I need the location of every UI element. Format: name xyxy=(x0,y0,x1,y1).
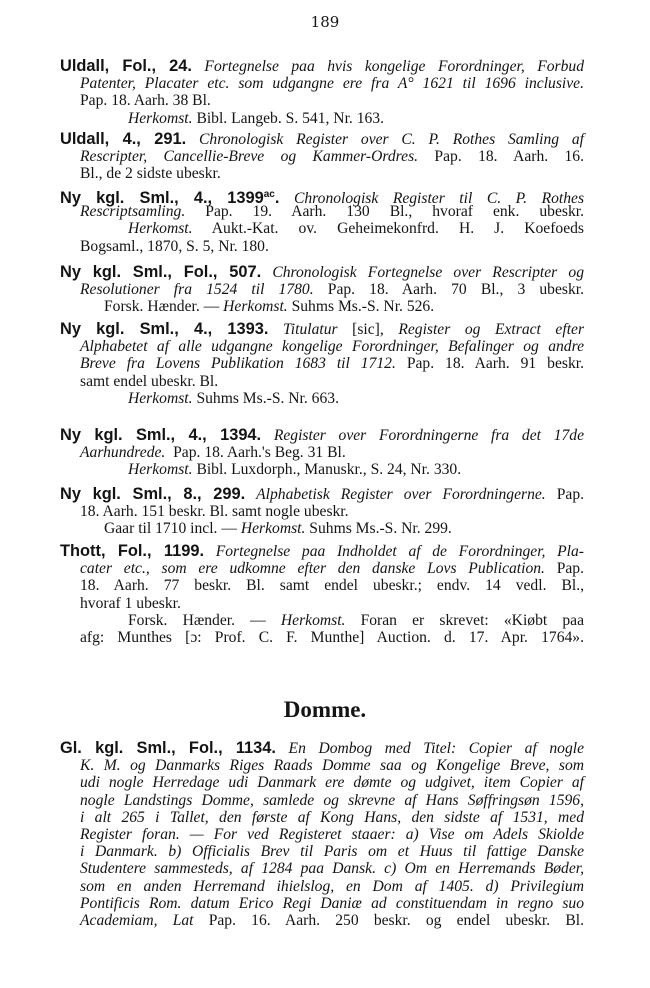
provenance-text: Bibl. Luxdorph., Manuskr., S. 24, Nr. 330. xyxy=(196,461,462,479)
entry-line xyxy=(60,355,584,372)
catalog-entry xyxy=(60,58,584,127)
entry-line xyxy=(60,338,584,355)
page-number: 189 xyxy=(310,13,340,31)
entry-line: i alt 265 i Tallet, den første af Kong Hans, den sidste af 1531, med xyxy=(80,808,584,826)
entry-heading: Ny kgl. Sml., 4., 1393. xyxy=(60,320,269,338)
entry-heading: Ny kgl. Sml., 8., 299. xyxy=(60,485,246,503)
provenance-label: Herkomst. xyxy=(128,220,193,238)
entry-description: Pap. 18. Aarh. 91 beskr. xyxy=(406,355,584,373)
provenance-label: Herkomst. xyxy=(280,611,346,629)
entry-line xyxy=(60,220,584,237)
provenance-text: Suhms Ms.-S. Nr. 526. xyxy=(291,298,435,316)
entry-heading: Gl. kgl. Sml., Fol., 1134. xyxy=(60,739,276,757)
entry-heading: Ny kgl. Sml., 4., 1394. xyxy=(60,426,262,444)
entry-line xyxy=(60,390,584,407)
entry-line: Gaar til 1710 incl. — Herkomst. Suhms Ms.-S. Nr. 299. xyxy=(104,520,452,538)
provenance-label: Herkomst. xyxy=(240,520,306,538)
entry-line xyxy=(60,110,584,127)
entry-line xyxy=(60,186,585,207)
entry-line: Pontificis Rom. datum Erico Regi Daniæ ad constituendam in regno suo xyxy=(80,894,584,912)
entry-line: Bogsaml., 1870, S. 5, Nr. 180. xyxy=(80,237,269,255)
entry-title: Register over Forordningerne fra det 17de xyxy=(273,427,585,444)
section-heading: Domme. xyxy=(283,697,367,722)
entry-description: Pap. 18. Aarh.'s Beg. 31 Bl. xyxy=(173,444,346,462)
catalog-entry xyxy=(60,486,584,538)
entry-title: Resolutioner fra 1524 til 1780. xyxy=(80,281,314,299)
entry-title: Rescripter, Cancellie-Breve og Kammer-Ordres. xyxy=(80,148,419,166)
entry-title: Alphabetisk Register over Forordningerne. xyxy=(256,486,546,503)
entry-line xyxy=(60,148,584,165)
entry-line: Ny kgl. Sml., 4., 1393. Titulatur [sic], Register og Extract efter xyxy=(60,320,585,338)
entry-title: En Dombog med Titel: Copier af nogle xyxy=(288,740,584,757)
provenance-text: Suhms Ms.-S. Nr. 663. xyxy=(196,389,339,407)
entry-line: Register foran. — For ved Registeret staaer: a) Vise om Adels Skiolde xyxy=(80,825,584,843)
entry-line: Bl., de 2 sidste ubeskr. xyxy=(80,165,221,183)
entry-title: cater etc., som ere udkomne efter den danske Lovs Publication. xyxy=(80,560,545,578)
entry-line xyxy=(60,281,584,298)
entry-line: 18. Aarh. 151 beskr. Bl. samt nogle ubeskr. xyxy=(80,503,349,521)
entry-line: som en anden Herremand ihielslog, en Dom af 1405. d) Privilegium xyxy=(80,877,584,895)
catalog-entry xyxy=(60,740,584,929)
superscript: ac xyxy=(263,189,275,200)
entry-heading: Uldall, Fol., 24. xyxy=(60,57,192,75)
entry-title: Aarhundrede. xyxy=(80,444,166,462)
provenance-text: Aukt.-Kat. ov. Geheimekonfrd. H. J. Koefoeds xyxy=(211,220,584,238)
entry-title: Register og Extract efter xyxy=(398,321,585,338)
provenance-label: Herkomst. xyxy=(128,461,193,479)
entry-line: Ny kgl. Sml., 8., 299. Alphabetisk Register over Forordningerne. Pap. xyxy=(60,485,585,503)
entry-heading: Ny kgl. Sml., 4., $1399^{ac}$. xyxy=(60,189,280,207)
entry-line: samt endel ubeskr. Bl. xyxy=(80,372,219,390)
entry-title: Chronologisk Fortegnelse over Rescripter og xyxy=(272,264,584,281)
catalog-entry xyxy=(60,543,584,646)
provenance-label: Herkomst. xyxy=(128,389,193,407)
entry-title: Patenter, Placater etc. som udgangne ere fra A° 1621 til 1696 inclusive. xyxy=(80,75,584,93)
entry-heading: Ny kgl. Sml., Fol., 507. xyxy=(60,263,262,281)
entry-title: Chronologisk Register over C. P. Rothes Samling af xyxy=(199,131,584,148)
entry-line: Studentere sammesteds, af 1284 paa Dansk. c) Om en Herremands Bøder, xyxy=(80,860,584,878)
catalog-entry xyxy=(60,427,584,479)
entry-line xyxy=(60,75,584,92)
entry-description: Pap. 18. Aarh. 70 Bl., 3 ubeskr. xyxy=(327,281,584,299)
entry-description: Pap. 18. Aarh. 16. xyxy=(434,148,584,166)
catalog-entry xyxy=(60,264,584,316)
entry-line xyxy=(60,444,584,461)
entry-line: 18. Aarh. 77 beskr. Bl. samt endel ubeskr.; endv. 14 vedl. Bl., xyxy=(80,577,584,595)
entry-line: hvoraf 1 ubeskr. xyxy=(80,594,181,612)
entry-line xyxy=(60,461,584,478)
entry-title: Breve fra Lovens Publikation 1683 til 1712. xyxy=(80,355,396,373)
entry-heading: Uldall, 4., 291. xyxy=(60,130,187,148)
entry-title: Alphabetet af alle udgangne kongelige Forordninger, Befalinger og andre xyxy=(80,338,584,356)
entry-heading: Thott, Fol., 1199. xyxy=(60,542,205,560)
provenance-label: Herkomst. xyxy=(223,298,288,316)
entry-line: afg: Munthes [ɔ: Prof. C. F. Munthe] Auction. d. 17. Apr. 1764». xyxy=(80,628,584,646)
entry-line xyxy=(60,131,584,148)
entry-line: nogle Landstings Domme, samlede og skrevne af Hans Søffringsøn 1596, xyxy=(80,791,584,809)
entry-title: Chronologisk Register til C. P. Rothes xyxy=(293,190,585,207)
entry-line: Academiam, Lat Pap. 16. Aarh. 250 beskr. og endel ubeskr. Bl. xyxy=(80,911,584,929)
entry-line xyxy=(60,203,584,220)
entry-line: Forsk. Hænder. — Herkomst. Foran er skrevet: «Kiøbt paa xyxy=(128,611,584,629)
entry-title: Rescriptsamling. xyxy=(80,203,186,221)
provenance-text: Bibl. Langeb. S. 541, Nr. 163. xyxy=(196,109,384,127)
entry-line: Pap. 18. Aarh. 38 Bl. xyxy=(80,92,211,110)
entry-line xyxy=(60,543,584,560)
entry-line: i Danmark. b) Officialis Brev til Paris om et Huus til fattige Danske xyxy=(80,843,584,861)
entry-description: Pap. 16. Aarh. 250 beskr. og endel ubeskr. Bl. xyxy=(208,911,584,929)
entry-title: Fortegnelse paa hvis kongelige Forordninger, Forbud xyxy=(204,58,584,75)
provenance-label: Herkomst. xyxy=(128,109,193,127)
entry-line: cater etc., som ere udkomne efter den danske Lovs Publication. Pap. xyxy=(80,560,584,578)
entry-line xyxy=(60,740,584,757)
entry-line xyxy=(60,427,584,444)
catalog-entry xyxy=(60,321,584,407)
entry-title: Fortegnelse paa Indholdet af de Forordninger, Pla- xyxy=(215,543,584,560)
entry-line: K. M. og Danmarks Riges Raads Domme saa og Kongelige Breve, som xyxy=(80,757,584,775)
entry-line: Forsk. Hænder. — Herkomst. Suhms Ms.-S. Nr. 526. xyxy=(104,298,435,316)
entry-description: Pap. 19. Aarh. 130 Bl., hvoraf enk. ubeskr. xyxy=(205,203,584,221)
catalog-entry xyxy=(60,186,584,255)
provenance-text: Suhms Ms.-S. Nr. 299. xyxy=(309,520,452,538)
provenance-text: Foran er skrevet: «Kiøbt paa xyxy=(360,611,584,629)
catalog-entry xyxy=(60,131,584,183)
entry-line xyxy=(60,58,584,75)
entry-line xyxy=(60,264,584,281)
entry-line: udi nogle Herredage udi Danmark ere dømte og udgivet, item Copier af xyxy=(80,774,584,792)
